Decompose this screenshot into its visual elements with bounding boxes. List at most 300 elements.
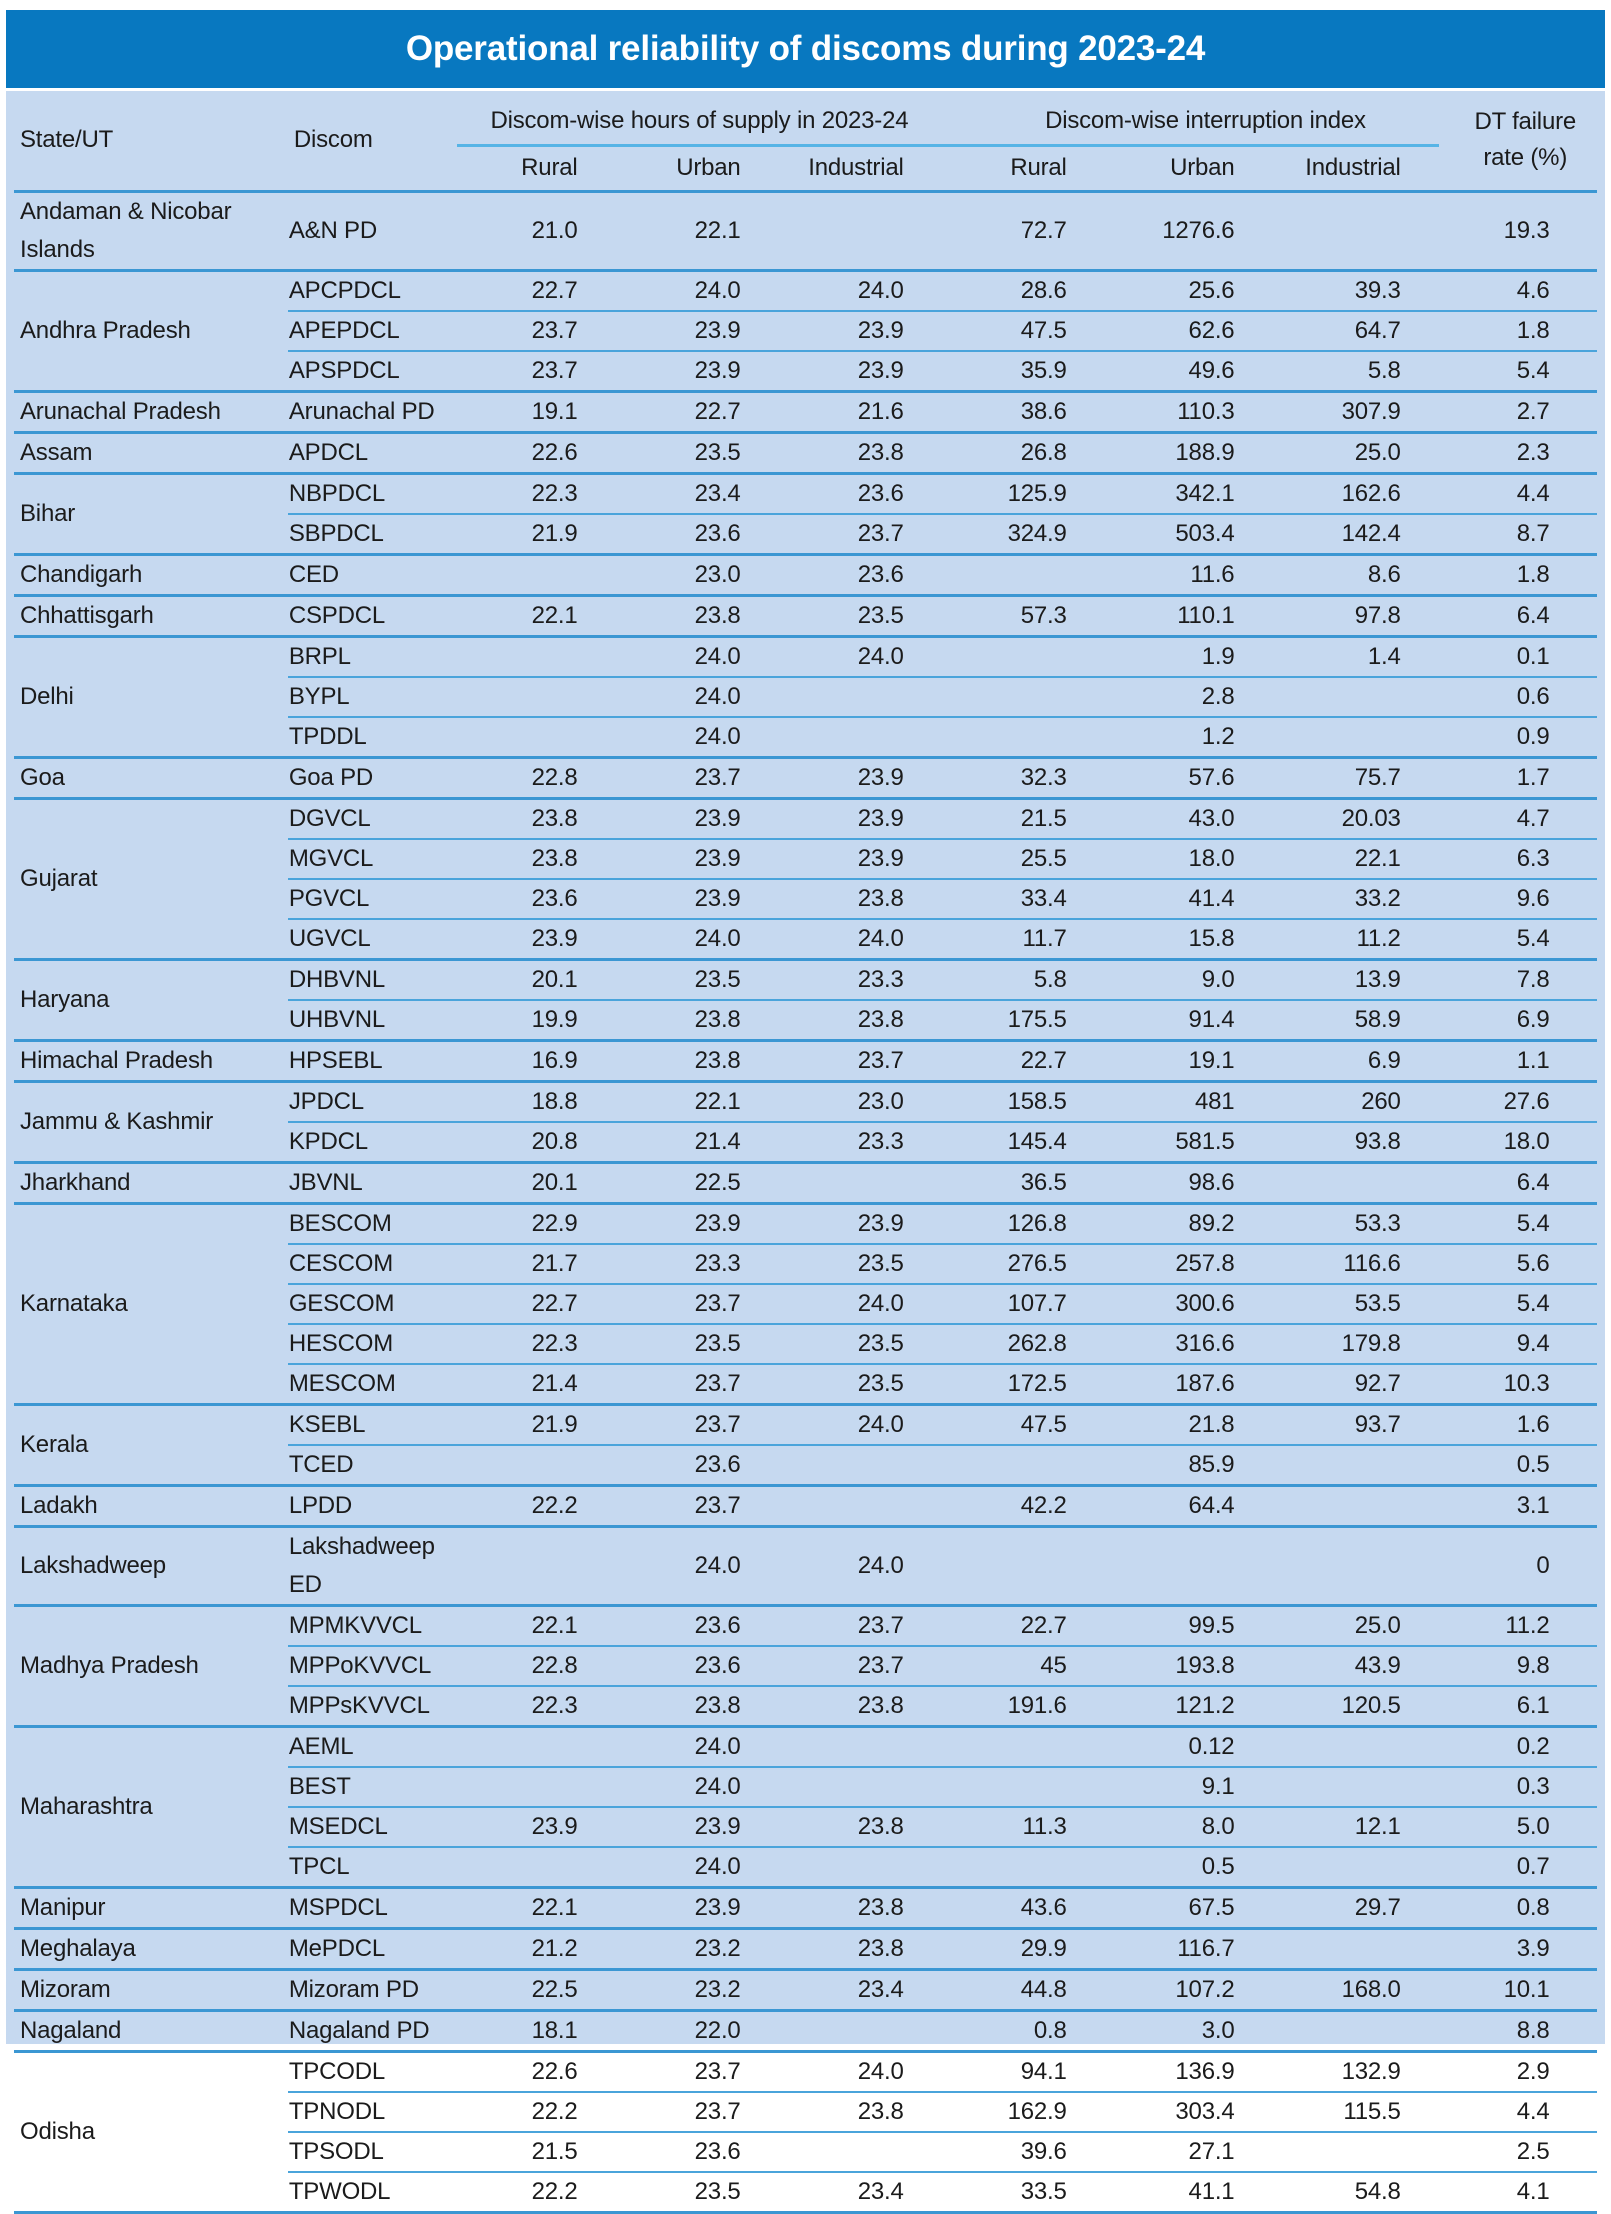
value-cell: 23.7 bbox=[457, 351, 615, 392]
value-cell: 23.9 bbox=[779, 839, 942, 879]
subheader-supply-urban: Urban bbox=[616, 145, 779, 191]
value-cell: 97.8 bbox=[1272, 595, 1438, 636]
value-cell: 21.2 bbox=[457, 1928, 615, 1969]
value-cell: 162.6 bbox=[1272, 473, 1438, 514]
value-cell: 19.1 bbox=[1105, 1040, 1273, 1081]
value-cell: 20.1 bbox=[457, 1162, 615, 1203]
value-cell: 23.0 bbox=[779, 1081, 942, 1122]
value-cell: 16.9 bbox=[457, 1040, 615, 1081]
discom-cell: APSPDCL bbox=[288, 351, 457, 392]
value-cell: 23.5 bbox=[779, 1324, 942, 1364]
value-cell: 257.8 bbox=[1105, 1244, 1273, 1284]
value-cell: 9.1 bbox=[1105, 1767, 1273, 1807]
value-cell: 132.9 bbox=[1272, 2051, 1438, 2092]
table-row bbox=[14, 636, 1597, 677]
state-cell: Andhra Pradesh bbox=[14, 270, 288, 391]
value-cell: 0.3 bbox=[1439, 1767, 1597, 1807]
value-cell: 0.7 bbox=[1439, 1847, 1597, 1888]
value-cell: 21.5 bbox=[457, 2132, 615, 2172]
value-cell: 22.1 bbox=[1272, 839, 1438, 879]
value-cell: 5.4 bbox=[1439, 1203, 1597, 1244]
value-cell: 168.0 bbox=[1272, 1969, 1438, 2010]
subheader-interruption-industrial: Industrial bbox=[1272, 145, 1438, 191]
value-cell: 39.3 bbox=[1272, 270, 1438, 311]
state-cell: Bihar bbox=[14, 473, 288, 554]
value-cell: 23.4 bbox=[779, 1969, 942, 2010]
value-cell: 6.4 bbox=[1439, 1162, 1597, 1203]
table-body bbox=[14, 191, 1597, 2212]
value-cell: 22.8 bbox=[457, 1646, 615, 1686]
value-cell: 22.2 bbox=[457, 2172, 615, 2213]
value-cell: 41.4 bbox=[1105, 879, 1273, 919]
value-cell: 24.0 bbox=[616, 1847, 779, 1888]
value-cell bbox=[457, 1847, 615, 1888]
value-cell: 23.9 bbox=[779, 311, 942, 351]
value-cell: 23.7 bbox=[616, 1284, 779, 1324]
value-cell: 23.8 bbox=[616, 1686, 779, 1727]
table-row bbox=[14, 2010, 1597, 2051]
value-cell: 22.9 bbox=[457, 1203, 615, 1244]
value-cell: 91.4 bbox=[1105, 1000, 1273, 1041]
value-cell: 19.3 bbox=[1439, 191, 1597, 270]
value-cell bbox=[1272, 2010, 1438, 2051]
value-cell bbox=[457, 677, 615, 717]
discom-cell: MESCOM bbox=[288, 1364, 457, 1405]
value-cell: 21.6 bbox=[779, 391, 942, 432]
value-cell: 33.2 bbox=[1272, 879, 1438, 919]
value-cell: 121.2 bbox=[1105, 1686, 1273, 1727]
discom-cell: UGVCL bbox=[288, 919, 457, 960]
value-cell bbox=[779, 717, 942, 758]
state-cell: Kerala bbox=[14, 1404, 288, 1485]
value-cell: 23.3 bbox=[779, 1122, 942, 1163]
discom-cell: APDCL bbox=[288, 432, 457, 473]
value-cell: 260 bbox=[1272, 1081, 1438, 1122]
value-cell bbox=[1272, 677, 1438, 717]
value-cell: 125.9 bbox=[942, 473, 1105, 514]
value-cell: 32.3 bbox=[942, 757, 1105, 798]
value-cell: 23.8 bbox=[457, 839, 615, 879]
value-cell: 23.6 bbox=[616, 1646, 779, 1686]
value-cell bbox=[457, 554, 615, 595]
value-cell: 21.9 bbox=[457, 514, 615, 555]
value-cell: 35.9 bbox=[942, 351, 1105, 392]
value-cell: 9.6 bbox=[1439, 879, 1597, 919]
table-row bbox=[14, 595, 1597, 636]
value-cell: 27.1 bbox=[1105, 2132, 1273, 2172]
value-cell: 21.0 bbox=[457, 191, 615, 270]
value-cell: 116.6 bbox=[1272, 1244, 1438, 1284]
value-cell: 23.8 bbox=[616, 595, 779, 636]
value-cell: 89.2 bbox=[1105, 1203, 1273, 1244]
discom-cell: DHBVNL bbox=[288, 959, 457, 1000]
value-cell: 44.8 bbox=[942, 1969, 1105, 2010]
value-cell: 116.7 bbox=[1105, 1928, 1273, 1969]
value-cell: 23.5 bbox=[616, 2172, 779, 2213]
value-cell bbox=[779, 677, 942, 717]
value-cell: 191.6 bbox=[942, 1686, 1105, 1727]
state-cell: Mizoram bbox=[14, 1969, 288, 2010]
value-cell: 23.8 bbox=[779, 1686, 942, 1727]
discom-cell: MePDCL bbox=[288, 1928, 457, 1969]
value-cell: 5.4 bbox=[1439, 919, 1597, 960]
value-cell: 41.1 bbox=[1105, 2172, 1273, 2213]
value-cell: 193.8 bbox=[1105, 1646, 1273, 1686]
value-cell bbox=[942, 554, 1105, 595]
discom-cell: TPCL bbox=[288, 1847, 457, 1888]
value-cell: 23.7 bbox=[616, 757, 779, 798]
state-cell: Madhya Pradesh bbox=[14, 1605, 288, 1726]
value-cell: 23.6 bbox=[616, 2132, 779, 2172]
discom-cell: AEML bbox=[288, 1726, 457, 1767]
state-cell: Arunachal Pradesh bbox=[14, 391, 288, 432]
value-cell: 23.8 bbox=[779, 1000, 942, 1041]
table-row bbox=[14, 1081, 1597, 1122]
discom-cell: TPDDL bbox=[288, 717, 457, 758]
state-cell: Ladakh bbox=[14, 1485, 288, 1526]
discom-cell: BESCOM bbox=[288, 1203, 457, 1244]
state-cell: Goa bbox=[14, 757, 288, 798]
value-cell: 24.0 bbox=[616, 717, 779, 758]
value-cell bbox=[1272, 1526, 1438, 1605]
table-row bbox=[14, 191, 1597, 270]
table-container bbox=[6, 91, 1605, 2205]
value-cell: 42.2 bbox=[942, 1485, 1105, 1526]
discom-cell: LPDD bbox=[288, 1485, 457, 1526]
value-cell: 22.8 bbox=[457, 757, 615, 798]
value-cell: 9.4 bbox=[1439, 1324, 1597, 1364]
value-cell: 2.5 bbox=[1439, 2132, 1597, 2172]
value-cell: 8.6 bbox=[1272, 554, 1438, 595]
discom-cell: TCED bbox=[288, 1445, 457, 1486]
value-cell: 67.5 bbox=[1105, 1887, 1273, 1928]
value-cell: 158.5 bbox=[942, 1081, 1105, 1122]
value-cell: 23.7 bbox=[616, 1364, 779, 1405]
value-cell: 64.7 bbox=[1272, 311, 1438, 351]
value-cell: 22.7 bbox=[942, 1605, 1105, 1646]
value-cell: 19.1 bbox=[457, 391, 615, 432]
value-cell: 23.3 bbox=[616, 1244, 779, 1284]
value-cell: 62.6 bbox=[1105, 311, 1273, 351]
value-cell: 20.03 bbox=[1272, 798, 1438, 839]
value-cell: 23.9 bbox=[616, 798, 779, 839]
value-cell: 187.6 bbox=[1105, 1364, 1273, 1405]
value-cell: 23.3 bbox=[779, 959, 942, 1000]
value-cell bbox=[779, 1847, 942, 1888]
value-cell: 8.0 bbox=[1105, 1807, 1273, 1847]
value-cell bbox=[779, 191, 942, 270]
value-cell: 23.9 bbox=[616, 1887, 779, 1928]
value-cell: 18.1 bbox=[457, 2010, 615, 2051]
value-cell: 0.2 bbox=[1439, 1726, 1597, 1767]
col-header-dt-failure bbox=[1439, 91, 1597, 191]
value-cell: 21.4 bbox=[457, 1364, 615, 1405]
table-row bbox=[14, 270, 1597, 311]
value-cell: 3.0 bbox=[1105, 2010, 1273, 2051]
state-cell: Jharkhand bbox=[14, 1162, 288, 1203]
value-cell: 8.7 bbox=[1439, 514, 1597, 555]
value-cell: 110.1 bbox=[1105, 595, 1273, 636]
discom-cell: Nagaland PD bbox=[288, 2010, 457, 2051]
value-cell: 25.0 bbox=[1272, 432, 1438, 473]
value-cell bbox=[1272, 2132, 1438, 2172]
value-cell: 25.0 bbox=[1272, 1605, 1438, 1646]
discom-cell: Lakshadweep ED bbox=[288, 1526, 457, 1605]
value-cell: 5.0 bbox=[1439, 1807, 1597, 1847]
state-cell: Assam bbox=[14, 432, 288, 473]
value-cell: 0.5 bbox=[1439, 1445, 1597, 1486]
value-cell: 23.8 bbox=[779, 2092, 942, 2132]
value-cell: 43.0 bbox=[1105, 798, 1273, 839]
table-row bbox=[14, 1605, 1597, 1646]
value-cell: 23.8 bbox=[779, 1928, 942, 1969]
value-cell: 23.7 bbox=[779, 1605, 942, 1646]
value-cell: 24.0 bbox=[779, 1284, 942, 1324]
value-cell: 33.5 bbox=[942, 2172, 1105, 2213]
table-row bbox=[14, 959, 1597, 1000]
value-cell: 0.1 bbox=[1439, 636, 1597, 677]
value-cell: 92.7 bbox=[1272, 1364, 1438, 1405]
value-cell: 23.6 bbox=[616, 1445, 779, 1486]
value-cell: 23.7 bbox=[779, 1040, 942, 1081]
state-cell: Lakshadweep bbox=[14, 1526, 288, 1605]
subheader-supply-rural: Rural bbox=[457, 145, 615, 191]
value-cell: 47.5 bbox=[942, 311, 1105, 351]
state-cell: Andaman & Nicobar Islands bbox=[14, 191, 288, 270]
discom-cell: MPPsKVVCL bbox=[288, 1686, 457, 1727]
table-row bbox=[14, 1928, 1597, 1969]
value-cell: 22.1 bbox=[616, 1081, 779, 1122]
value-cell: 1276.6 bbox=[1105, 191, 1273, 270]
value-cell: 162.9 bbox=[942, 2092, 1105, 2132]
value-cell: 57.3 bbox=[942, 595, 1105, 636]
value-cell: 57.6 bbox=[1105, 757, 1273, 798]
value-cell: 11.7 bbox=[942, 919, 1105, 960]
value-cell: 2.9 bbox=[1439, 2051, 1597, 2092]
value-cell: 4.1 bbox=[1439, 2172, 1597, 2213]
value-cell: 6.4 bbox=[1439, 595, 1597, 636]
value-cell: 22.1 bbox=[457, 595, 615, 636]
value-cell: 9.8 bbox=[1439, 1646, 1597, 1686]
value-cell: 23.6 bbox=[457, 879, 615, 919]
value-cell: 1.8 bbox=[1439, 311, 1597, 351]
value-cell: 188.9 bbox=[1105, 432, 1273, 473]
subheader-interruption-urban: Urban bbox=[1105, 145, 1273, 191]
col-header-discom: Discom bbox=[288, 91, 457, 191]
value-cell: 23.9 bbox=[457, 919, 615, 960]
state-cell: Odisha bbox=[14, 2051, 288, 2212]
value-cell: 316.6 bbox=[1105, 1324, 1273, 1364]
value-cell bbox=[1272, 1485, 1438, 1526]
value-cell: 49.6 bbox=[1105, 351, 1273, 392]
value-cell: 23.6 bbox=[779, 473, 942, 514]
value-cell: 26.8 bbox=[942, 432, 1105, 473]
value-cell: 75.7 bbox=[1272, 757, 1438, 798]
value-cell: 1.6 bbox=[1439, 1404, 1597, 1445]
value-cell: 23.8 bbox=[779, 1887, 942, 1928]
value-cell: 36.5 bbox=[942, 1162, 1105, 1203]
value-cell: 1.9 bbox=[1105, 636, 1273, 677]
value-cell: 22.3 bbox=[457, 1686, 615, 1727]
value-cell bbox=[942, 1847, 1105, 1888]
value-cell: 24.0 bbox=[616, 1526, 779, 1605]
discom-cell: Arunachal PD bbox=[288, 391, 457, 432]
value-cell: 22.7 bbox=[457, 1284, 615, 1324]
table-row bbox=[14, 391, 1597, 432]
value-cell bbox=[1272, 1162, 1438, 1203]
value-cell: 2.7 bbox=[1439, 391, 1597, 432]
value-cell: 23.5 bbox=[779, 595, 942, 636]
value-cell: 8.8 bbox=[1439, 2010, 1597, 2051]
value-cell bbox=[942, 677, 1105, 717]
discom-cell: MPPoKVVCL bbox=[288, 1646, 457, 1686]
value-cell: 24.0 bbox=[779, 1526, 942, 1605]
value-cell bbox=[1272, 1445, 1438, 1486]
table-row bbox=[14, 473, 1597, 514]
dt-failure-line2: rate (%) bbox=[1483, 144, 1568, 172]
value-cell: 175.5 bbox=[942, 1000, 1105, 1041]
value-cell: 0.5 bbox=[1105, 1847, 1273, 1888]
value-cell: 21.9 bbox=[457, 1404, 615, 1445]
value-cell bbox=[457, 636, 615, 677]
state-cell: Maharashtra bbox=[14, 1726, 288, 1887]
discom-cell: PGVCL bbox=[288, 879, 457, 919]
value-cell bbox=[1272, 1928, 1438, 1969]
discom-cell: TPNODL bbox=[288, 2092, 457, 2132]
discom-cell: JBVNL bbox=[288, 1162, 457, 1203]
value-cell bbox=[779, 1726, 942, 1767]
discom-cell: APEPDCL bbox=[288, 311, 457, 351]
discom-cell: BEST bbox=[288, 1767, 457, 1807]
value-cell: 47.5 bbox=[942, 1404, 1105, 1445]
value-cell: 22.5 bbox=[457, 1969, 615, 2010]
value-cell: 29.9 bbox=[942, 1928, 1105, 1969]
discom-cell: NBPDCL bbox=[288, 473, 457, 514]
value-cell: 303.4 bbox=[1105, 2092, 1273, 2132]
value-cell bbox=[457, 1526, 615, 1605]
table-row bbox=[14, 1203, 1597, 1244]
value-cell: 276.5 bbox=[942, 1244, 1105, 1284]
value-cell: 21.7 bbox=[457, 1244, 615, 1284]
state-cell: Nagaland bbox=[14, 2010, 288, 2051]
page bbox=[0, 10, 1611, 2205]
value-cell: 23.9 bbox=[616, 839, 779, 879]
value-cell: 107.7 bbox=[942, 1284, 1105, 1324]
value-cell: 22.1 bbox=[457, 1605, 615, 1646]
value-cell: 22.2 bbox=[457, 2092, 615, 2132]
value-cell bbox=[457, 1767, 615, 1807]
value-cell: 23.8 bbox=[616, 1000, 779, 1041]
value-cell bbox=[1272, 1767, 1438, 1807]
value-cell: 9.0 bbox=[1105, 959, 1273, 1000]
value-cell: 33.4 bbox=[942, 879, 1105, 919]
value-cell: 23.7 bbox=[616, 1404, 779, 1445]
value-cell bbox=[942, 1767, 1105, 1807]
value-cell: 98.6 bbox=[1105, 1162, 1273, 1203]
value-cell: 120.5 bbox=[1272, 1686, 1438, 1727]
value-cell: 21.8 bbox=[1105, 1404, 1273, 1445]
discom-cell: TPCODL bbox=[288, 2051, 457, 2092]
value-cell: 10.3 bbox=[1439, 1364, 1597, 1405]
value-cell: 22.5 bbox=[616, 1162, 779, 1203]
discom-cell: MSEDCL bbox=[288, 1807, 457, 1847]
value-cell: 6.9 bbox=[1439, 1000, 1597, 1041]
value-cell: 262.8 bbox=[942, 1324, 1105, 1364]
value-cell: 22.0 bbox=[616, 2010, 779, 2051]
value-cell: 23.9 bbox=[616, 311, 779, 351]
value-cell: 5.6 bbox=[1439, 1244, 1597, 1284]
table-row bbox=[14, 1162, 1597, 1203]
discom-cell: HESCOM bbox=[288, 1324, 457, 1364]
value-cell: 23.7 bbox=[457, 311, 615, 351]
value-cell: 23.7 bbox=[779, 514, 942, 555]
table-row bbox=[14, 798, 1597, 839]
table-row bbox=[14, 1485, 1597, 1526]
value-cell: 142.4 bbox=[1272, 514, 1438, 555]
discom-cell: CESCOM bbox=[288, 1244, 457, 1284]
value-cell: 136.9 bbox=[1105, 2051, 1273, 2092]
value-cell: 0.9 bbox=[1439, 717, 1597, 758]
value-cell: 24.0 bbox=[616, 1767, 779, 1807]
value-cell: 5.4 bbox=[1439, 1284, 1597, 1324]
value-cell: 6.3 bbox=[1439, 839, 1597, 879]
value-cell bbox=[779, 1445, 942, 1486]
value-cell: 20.1 bbox=[457, 959, 615, 1000]
discom-cell: SBPDCL bbox=[288, 514, 457, 555]
value-cell: 11.3 bbox=[942, 1807, 1105, 1847]
value-cell: 0.6 bbox=[1439, 677, 1597, 717]
value-cell: 4.4 bbox=[1439, 473, 1597, 514]
value-cell: 45 bbox=[942, 1646, 1105, 1686]
value-cell: 23.4 bbox=[779, 2172, 942, 2213]
value-cell: 18.8 bbox=[457, 1081, 615, 1122]
value-cell: 72.7 bbox=[942, 191, 1105, 270]
discom-cell: KSEBL bbox=[288, 1404, 457, 1445]
header-row-groups bbox=[14, 91, 1597, 145]
value-cell: 5.4 bbox=[1439, 351, 1597, 392]
value-cell: 23.5 bbox=[616, 1324, 779, 1364]
value-cell: 24.0 bbox=[616, 1726, 779, 1767]
page-title: Operational reliability of discoms during 2023-24 bbox=[405, 29, 1206, 68]
title-bar bbox=[6, 10, 1605, 88]
value-cell: 22.1 bbox=[616, 191, 779, 270]
value-cell: 1.2 bbox=[1105, 717, 1273, 758]
value-cell: 23.5 bbox=[779, 1244, 942, 1284]
state-cell: Chhattisgarh bbox=[14, 595, 288, 636]
value-cell: 39.6 bbox=[942, 2132, 1105, 2172]
value-cell bbox=[1272, 191, 1438, 270]
value-cell: 23.7 bbox=[616, 1485, 779, 1526]
value-cell: 1.8 bbox=[1439, 554, 1597, 595]
value-cell: 22.7 bbox=[942, 1040, 1105, 1081]
value-cell: 23.7 bbox=[616, 2092, 779, 2132]
value-cell: 64.4 bbox=[1105, 1485, 1273, 1526]
value-cell: 6.1 bbox=[1439, 1686, 1597, 1727]
value-cell bbox=[457, 1726, 615, 1767]
value-cell: 93.8 bbox=[1272, 1122, 1438, 1163]
value-cell bbox=[1272, 717, 1438, 758]
value-cell: 5.8 bbox=[1272, 351, 1438, 392]
value-cell: 23.9 bbox=[616, 351, 779, 392]
value-cell: 0 bbox=[1439, 1526, 1597, 1605]
value-cell bbox=[1272, 1847, 1438, 1888]
group-header-interruption: Discom-wise interruption index bbox=[942, 91, 1439, 145]
value-cell: 24.0 bbox=[779, 270, 942, 311]
value-cell: 172.5 bbox=[942, 1364, 1105, 1405]
state-cell: Himachal Pradesh bbox=[14, 1040, 288, 1081]
value-cell: 22.1 bbox=[457, 1887, 615, 1928]
value-cell bbox=[779, 1767, 942, 1807]
